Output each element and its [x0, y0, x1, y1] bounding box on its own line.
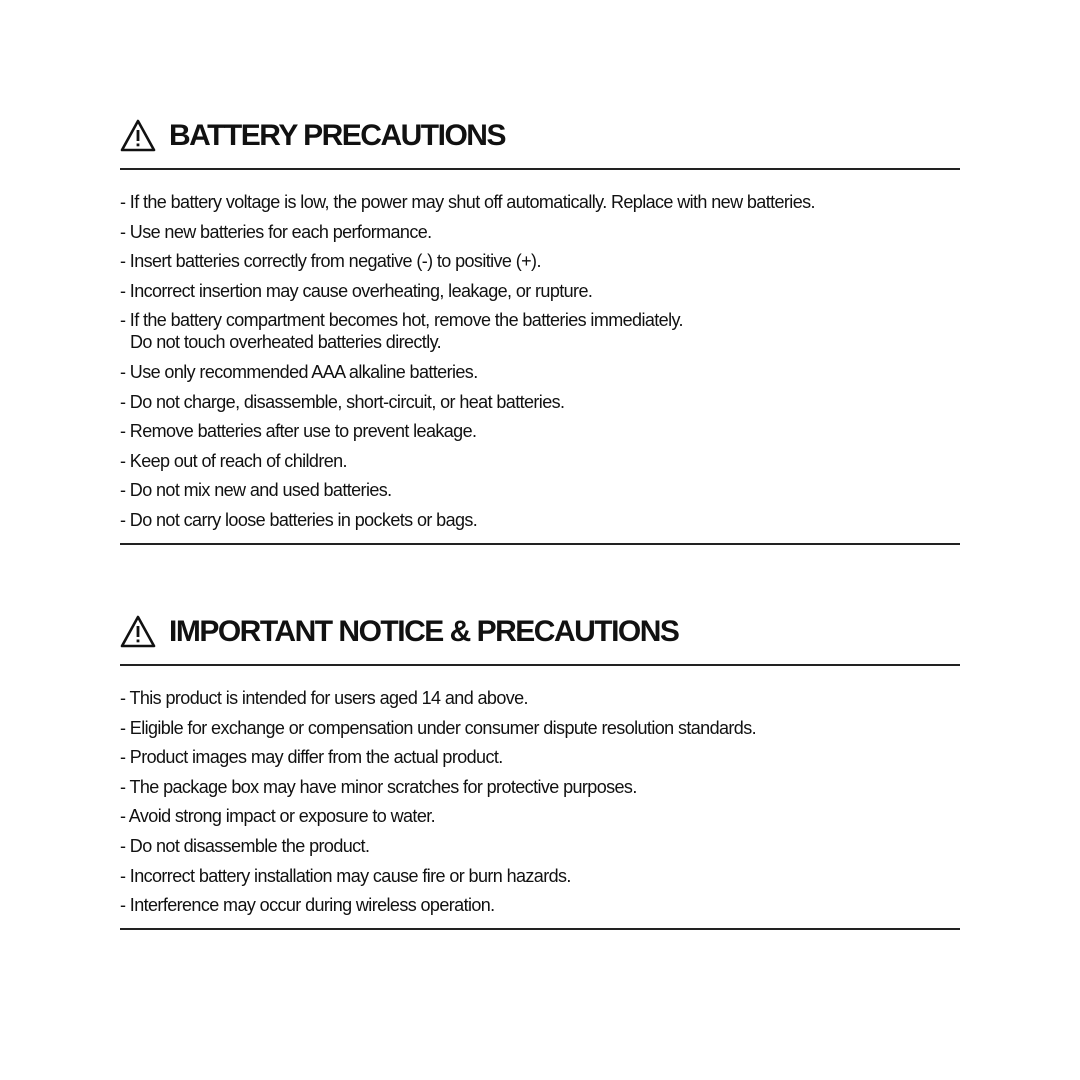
- item-text: - Insert batteries correctly from negative (-) to positive (+).: [120, 251, 541, 272]
- list-item: [120, 309, 960, 353]
- item-text: - Do not mix new and used batteries.: [120, 480, 392, 501]
- list-item: [120, 420, 960, 442]
- section-title: IMPORTANT NOTICE & PRECAUTIONS: [169, 615, 679, 648]
- list-item: [120, 509, 960, 531]
- section-heading: [120, 112, 960, 160]
- item-text: - Do not carry loose batteries in pockets or bags.: [120, 509, 478, 530]
- list-item: [120, 835, 960, 857]
- notice-list: [120, 687, 960, 916]
- list-item: [120, 250, 960, 272]
- section-heading: [120, 608, 960, 656]
- item-text: - Do not disassemble the product.: [120, 835, 370, 856]
- battery-precautions-section: [120, 112, 960, 545]
- item-text: - Incorrect insertion may cause overheating, leakage, or rupture.: [120, 280, 593, 301]
- warning-triangle-icon: [120, 615, 156, 649]
- precaution-list: [120, 191, 960, 531]
- item-text: - If the battery compartment becomes hot, remove the batteries immediately.: [120, 310, 683, 331]
- list-item: [120, 717, 960, 739]
- list-item: [120, 280, 960, 302]
- section-title: BATTERY PRECAUTIONS: [169, 119, 505, 152]
- divider: [120, 928, 960, 930]
- warning-triangle-icon: [120, 119, 156, 153]
- item-text: - Remove batteries after use to prevent leakage.: [120, 421, 477, 442]
- list-item: [120, 894, 960, 916]
- divider: [120, 168, 960, 170]
- item-text: - Keep out of reach of children.: [120, 450, 347, 471]
- item-text: - Interference may occur during wireless operation.: [120, 895, 495, 916]
- list-item: [120, 746, 960, 768]
- item-text: - Use new batteries for each performance.: [120, 221, 432, 242]
- divider: [120, 664, 960, 666]
- list-item: [120, 361, 960, 383]
- item-text: - Do not charge, disassemble, short-circuit, or heat batteries.: [120, 391, 565, 412]
- list-item: [120, 221, 960, 243]
- item-text: - Avoid strong impact or exposure to water.: [120, 806, 436, 827]
- list-item: [120, 479, 960, 501]
- important-notice-section: [120, 608, 960, 930]
- list-item: [120, 805, 960, 827]
- divider: [120, 543, 960, 545]
- item-text: - The package box may have minor scratches for protective purposes.: [120, 776, 637, 797]
- list-item: [120, 191, 960, 213]
- item-text-continued: Do not touch overheated batteries directly.: [130, 332, 442, 353]
- item-text: - This product is intended for users aged 14 and above.: [120, 688, 528, 708]
- list-item: [120, 687, 960, 709]
- item-text: - Use only recommended AAA alkaline batteries.: [120, 361, 478, 382]
- item-text: - Incorrect battery installation may cause fire or burn hazards.: [120, 865, 571, 886]
- list-item: [120, 865, 960, 887]
- item-text: - Eligible for exchange or compensation under consumer dispute resolution standards.: [120, 717, 756, 738]
- list-item: [120, 391, 960, 413]
- list-item: [120, 450, 960, 472]
- list-item: [120, 776, 960, 798]
- item-text: - If the battery voltage is low, the power may shut off automatically. Replace with new batteries.: [120, 192, 815, 212]
- item-text: - Product images may differ from the actual product.: [120, 747, 503, 768]
